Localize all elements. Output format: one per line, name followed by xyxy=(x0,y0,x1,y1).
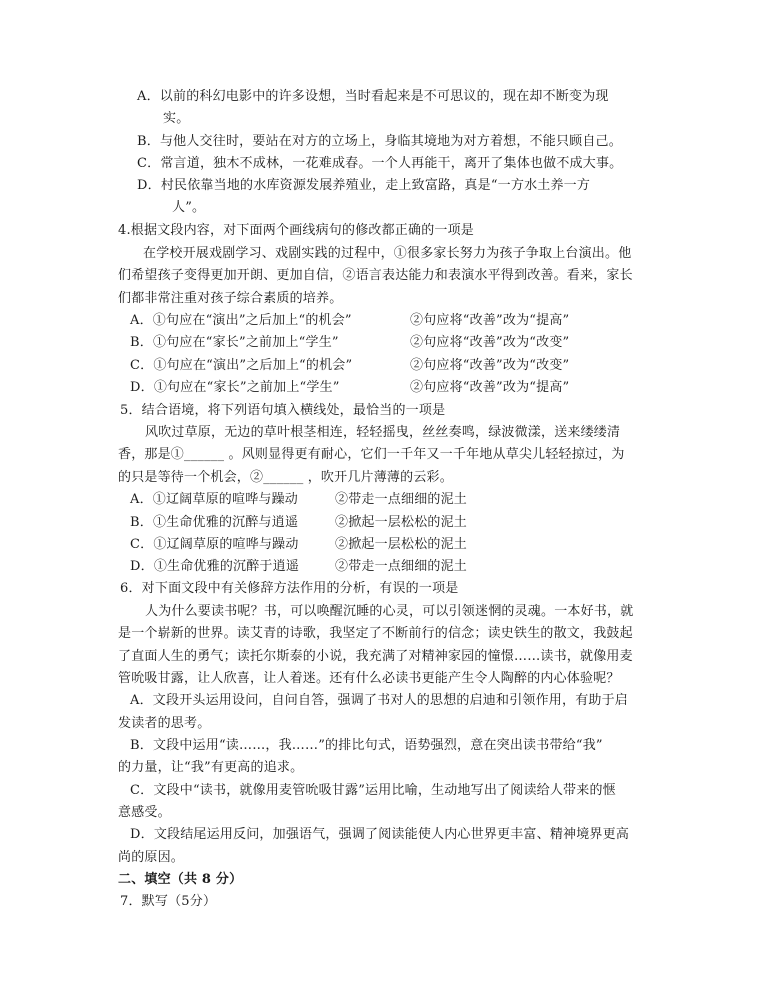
q4-option-d-right: ②句应将“改善”改为“提高” xyxy=(410,380,570,395)
q5-passage-line2: 香，那是①______ 。风则显得更有耐心，它们一千年又一千年地从草尖儿轻轻掠过，为 xyxy=(118,447,625,462)
q6-passage-line3: 了直面人生的勇气；读托尔斯泰的小说，我充满了对精神家园的憧憬……读书，就像用麦 xyxy=(118,649,633,664)
q4-option-b xyxy=(130,334,569,352)
q4-option-a xyxy=(130,312,569,330)
q6-option-b-line2: 的力量，让“我”有更高的追求。 xyxy=(118,760,304,775)
q6-option-d-line1: D．文段结尾运用反问，加强语气，强调了阅读能使人内心世界更丰富、精神境界更高 xyxy=(130,827,630,842)
q3-option-b: B．与他人交往时，要站在对方的立场上，身临其境地为对方着想，不能只顾自己。 xyxy=(137,134,622,149)
section-heading-fill-in: 二、填空（共 8 分） xyxy=(118,872,243,887)
q3-option-c: C．常言道，独木不成林，一花难成春。一个人再能干，离开了集体也做不成大事。 xyxy=(137,156,623,171)
q4-passage-line2: 们希望孩子变得更加开朗、更加自信，②语言表达能力和表演水平得到改善。看来，家长 xyxy=(118,268,633,283)
q3-option-a-line2: 实。 xyxy=(163,111,190,126)
q5-option-c-right: ②掀起一层松松的泥土 xyxy=(335,537,468,552)
q4-option-c-left: C．①句应在“演出”之后加上“的机会” xyxy=(130,358,353,373)
q6-option-c-line2: 意感受。 xyxy=(118,805,171,820)
q5-option-d-right: ②带走一点细细的泥土 xyxy=(335,559,468,574)
q6-option-a-line2: 发读者的思考。 xyxy=(118,716,211,731)
q6-passage-line4: 管吮吸甘露，让人欣喜，让人着迷。还有什么必读书更能产生令人陶醉的内心体验呢？ xyxy=(118,671,620,686)
q6-option-a-line1: A．文段开头运用设问，自问自答，强调了书对人的思想的启迪和引领作用，有助于启 xyxy=(130,693,628,708)
q3-option-d-line1: D．村民依靠当地的水库资源发展养殖业，走上致富路，真是“一方水土养一方 xyxy=(137,178,591,193)
q5-passage-line1: 风吹过草原，无边的草叶根茎相连，轻轻摇曳，丝丝奏鸣，绿波微漾，送来缕缕清 xyxy=(145,425,621,440)
q5-option-c-left: C．①辽阔草原的喧哗与躁动 xyxy=(130,537,299,552)
q5-option-c xyxy=(130,536,467,554)
q6-stem: 6．对下面文段中有关修辞方法作用的分析，有误的一项是 xyxy=(120,581,459,596)
q5-option-d xyxy=(130,558,467,576)
q5-option-d-left: D．①生命优雅的沉醉于逍遥 xyxy=(130,559,300,574)
q6-option-c-line1: C．文段中“读书，就像用麦管吮吸甘露”运用比喻，生动地写出了阅读给人带来的惬 xyxy=(130,783,616,798)
q5-option-a-left: A．①辽阔草原的喧哗与躁动 xyxy=(130,492,298,507)
q4-passage-line3: 们都非常注重对孩子综合素质的培养。 xyxy=(118,291,343,306)
q5-option-a-right: ②带走一点细细的泥土 xyxy=(335,492,468,507)
q6-option-d-line2: 尚的原因。 xyxy=(118,850,185,865)
q3-option-d-line2: 人”。 xyxy=(172,200,206,215)
q5-stem: 5．结合语境，将下列语句填入横线处，最恰当的一项是 xyxy=(120,403,446,418)
q6-option-b-line1: B．文段中运用“读……，我……”的排比句式，语势强烈，意在突出读书带给“我” xyxy=(130,738,603,753)
q4-stem: 4.根据文段内容，对下面两个画线病句的修改都正确的一项是 xyxy=(118,223,475,238)
q4-option-c-right: ②句应将“改善”改为“改变” xyxy=(410,358,570,373)
q5-option-b-right: ②掀起一层松松的泥土 xyxy=(335,515,468,530)
q6-passage-line1: 人为什么要读书呢？书，可以唤醒沉睡的心灵，可以引领迷惘的灵魂。一本好书，就 xyxy=(145,604,634,619)
q7-stem: 7．默写（5分） xyxy=(120,894,217,909)
q6-passage-line2: 是一个崭新的世界。读艾青的诗歌，我坚定了不断前行的信念；读史铁生的散文，我鼓起 xyxy=(118,626,633,641)
q4-option-c xyxy=(130,357,569,375)
q4-option-b-left: B．①句应在“家长”之前加上“学生” xyxy=(130,335,339,350)
q3-option-a-line1: A．以前的科幻电影中的许多设想，当时看起来是不可思议的，现在却不断变为现 xyxy=(137,89,609,104)
q5-option-b xyxy=(130,514,467,532)
q4-option-a-left: A．①句应在“演出”之后加上“的机会” xyxy=(130,313,352,328)
q4-passage-line1: 在学校开展戏剧学习、戏剧实践的过程中，①很多家长努力为孩子争取上台演出。他 xyxy=(143,246,632,261)
q5-option-b-left: B．①生命优雅的沉醉与逍遥 xyxy=(130,515,299,530)
q4-option-a-right: ②句应将“改善”改为“提高” xyxy=(410,313,570,328)
q5-option-a xyxy=(130,491,467,509)
q4-option-d xyxy=(130,379,569,397)
q4-option-d-left: D．①句应在“家长”之前加上“学生” xyxy=(130,380,340,395)
q4-option-b-right: ②句应将“改善”改为“改变” xyxy=(410,335,570,350)
q5-passage-line3: 的只是等待一个机会，②______ ，吹开几片薄薄的云彩。 xyxy=(118,470,453,485)
